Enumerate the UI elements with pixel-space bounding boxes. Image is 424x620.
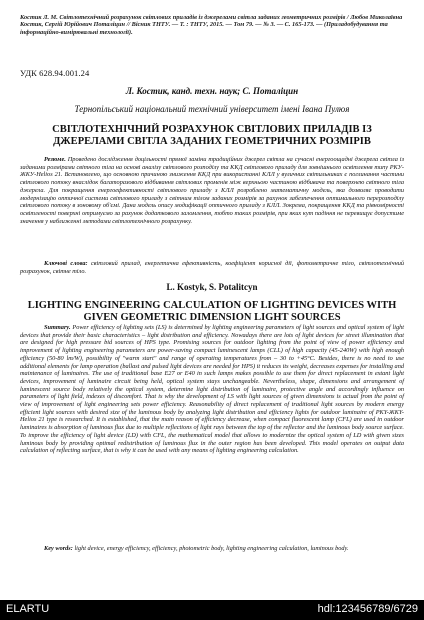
udk-code: УДК 628.94.001.24	[20, 68, 90, 78]
citation-header: Костик Л. М. Світлотехнічний розрахунок світлових приладів із джерелами світла заданих геометричних розмірів / Любов Миколаївна Костик, Сергій Юрійович Поталіцин // Вісник ТНТУ. — Т. : ТНТУ, 2015. — Том 79. — № 3. — С. 165-173. — (Приладобудування та інформаційно-вимірювальні технології).	[20, 14, 403, 36]
repository-label: ELARTU	[6, 603, 50, 615]
abstract-ua-label: Резюме.	[44, 156, 66, 163]
keywords-ua-text: світловий прилад, енергетична ефективність, коефіцієнт корисної дії, фотометричне тіло, світлотехнічний розрахунок, світне тіло.	[20, 260, 405, 275]
keywords-en	[20, 545, 404, 553]
keywords-ua	[20, 260, 404, 275]
handle-link[interactable]: hdl:123456789/6729	[317, 603, 418, 615]
abstract-ua	[20, 156, 404, 225]
abstract-en-text: Power efficiency of lighting sets (LS) is determined by lighting engineering parameters of light sources and optical system of light devices that provide their basic characteristics – light distribution and efficiency. Nowadays there are lots of light devices for street illumination that are designed for high pressure bid sources of HPS type. Promising sources for outdoor lighting from the point of view of power efficiency and improvement of lighting engineering parameters are power-saving compact luminescent lamps (CLL) of high capacity (45-240W) with high enough efficiency (50-80 lm/W), possibility of "warm start" and range of operating temperatures from – 30 to +45°C. Besides, there is no need to use additional elements for lamp operation (ballast and pulsed light devices are needed for HPS) it reduces its weight, decreases expenses for installing and maintenance of luminaires. The use of traditional base E27 or E40 in such lamps makes possible to use them for direct replacement in extant light devices, improvement of luminaire circuit being held, optical system stays unchangeable. Nevertheless, shape, dimensions and arrangement of luminescent source body relatively the optical system, determine light distribution of luminaire, protective angle and accordingly influence on parameters of light field, indexes of discomfort. That is why the development of LS with light sources of given dimensions is actual from the point of view of improvement of light engineering sets power efficiency. Reasonability of direct replacement of traditional light sources by modern energy efficient light sources with desired size of the luminous body by analyzing light distribution and efficiency lights for outdoor luminaire of PKY-ЖKY-Helios 21 type is researched. It is established, that the main reason of efficiency decrease, when compact fluorescent lamp (CFL) are used in outdoor luminaires is absorption of luminous flux due to multiple reflections of light rays between the top of the reflector and the luminous body source surface. To improve the efficiency of light device (LD) with CFL, the mathematical model that allows to modernize the optical system of LD with given sizes luminous body by providing optimal redistribution of luminous flux in the outer region has been developed. This model operates on output data calculation of reflecting surface, that is why it can be used with any means of lighting engineering calculation.	[20, 324, 405, 455]
keywords-ua-label: Ключові слова:	[44, 260, 88, 267]
title-ua: СВІТЛОТЕХНІЧНИЙ РОЗРАХУНОК СВІТЛОВИХ ПРИЛАДІВ ІЗ ДЖЕРЕЛАМИ СВІТЛА ЗАДАНИХ ГЕОМЕТРИЧНИХ РОЗМІРІВ	[52, 124, 372, 147]
keywords-en-label: Key words:	[44, 545, 73, 552]
footer-bar	[0, 600, 424, 620]
abstract-ua-text: Проведено дослідження доцільності прямої заміни традиційних джерел світла на сучасні енергоощадні джерела світла із заданими розмірами світного тіла на основі аналізу світлового розподілу та ККД світлового приладу для зовнішнього освітлення типу РКУ-ЖКУ-Helios 21. Встановлено, що основною причиною зниження ККД при використанні КЛЛ у вуличних світильниках є поглинання частини світлового потоку внаслідок багаторазового відбивання світлових променів між верхньою частиною відбивача та поверхнею світного тіла джерела. Для покращення енергоефективності світлового приладу з КЛЛ розроблено математичну модель, яка дозволяє проводити модернізацію оптичної системи світлового приладу з світним тілом заданих розмірів за рахунок забезпечення оптимального перерозподілу світлового потоку в зоновому об'ємі. Дана модель опису модифікації оптичного приладу з КЛЛ. Зокрема, покращення ККД та рівномірності освітленості поверхні отримуємо за рахунок додаткового заломлення, тобто таких розмірів, при яких кут падіння не перевищує допустиме значення у наближенні методами світлотехнічного розрахунку.	[20, 156, 404, 225]
affiliation: Тернопільський національний технічний університет імені Івана Пулюя	[74, 104, 350, 114]
authors-ua: Л. Костик, канд. техн. наук; С. Поталіцин	[125, 86, 299, 96]
authors-en: L. Kostyk, S. Potalitcyn	[166, 282, 258, 292]
abstract-en	[20, 324, 404, 455]
title-en: LIGHTING ENGINEERING CALCULATION OF LIGHTING DEVICES WITH GIVEN GEOMETRIC DIMENSION LIGHT SOURCES	[27, 300, 397, 323]
keywords-en-text: light device, energy efficiency, efficiency, photometric body, lighting engineering calculation, luminous body.	[74, 545, 349, 552]
abstract-en-label: Summary.	[44, 324, 71, 331]
